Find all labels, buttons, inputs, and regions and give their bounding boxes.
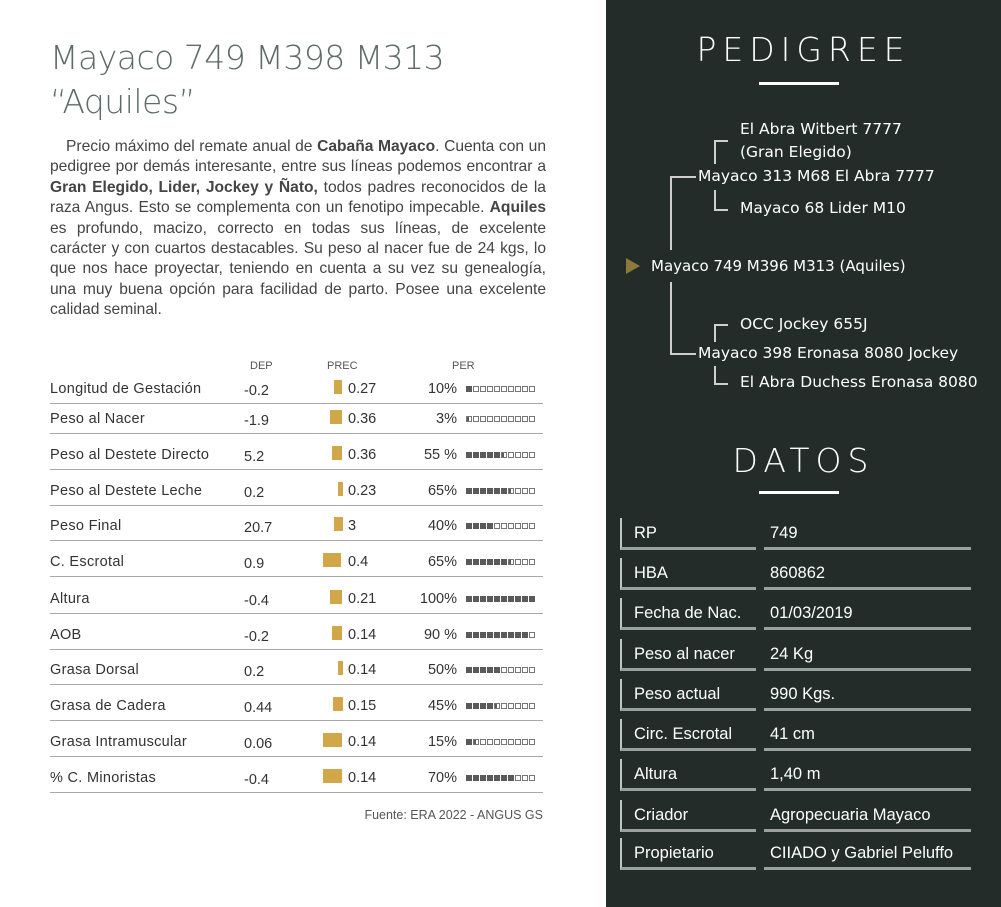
percentile-dot	[487, 632, 493, 638]
percentile-dot	[515, 632, 521, 638]
percentile-dot	[487, 559, 493, 565]
percentile-dot	[473, 667, 479, 673]
tree-line	[670, 282, 672, 354]
datos-value: CIIADO y Gabriel Peluffo	[764, 838, 971, 870]
percentile-dot	[487, 596, 493, 602]
percentile-dot	[529, 703, 535, 709]
pedigree-dam-sire: OCC Jockey 655J	[740, 315, 868, 333]
pedigree-sire-dam: Mayaco 68 Lider M10	[740, 199, 906, 217]
table-row	[50, 578, 543, 614]
table-row	[50, 685, 543, 721]
percentile-dot	[515, 416, 521, 422]
percentile-dot	[487, 703, 493, 709]
pedigree-dam-dam: El Abra Duchess Eronasa 8080	[740, 373, 978, 391]
percentile-indicator	[466, 667, 535, 674]
percentile-dot	[508, 632, 514, 638]
percentile-dot	[522, 739, 528, 745]
table-row	[50, 541, 543, 577]
dep-value: -0.2	[244, 383, 269, 399]
percentile-dot	[487, 416, 493, 422]
dep-value: 0.44	[244, 700, 273, 716]
percentile-dot	[522, 559, 528, 565]
datos-underline	[759, 491, 839, 494]
percentile-dot	[529, 488, 535, 494]
percentile-dot	[466, 386, 472, 392]
percentile-dot	[487, 488, 493, 494]
prec-bar	[338, 661, 343, 675]
percentile-indicator	[466, 559, 535, 566]
description-text: todos padres reconocidos de la raza Angus. Esto se complementa con un fenotipo impecable.	[50, 178, 546, 217]
trait-label: Peso Final	[50, 518, 122, 534]
percentile-dot	[473, 559, 479, 565]
percentile-dot	[494, 596, 500, 602]
dep-value: 20.7	[244, 520, 273, 536]
per-value: 15%	[427, 734, 457, 750]
trait-label: Grasa Dorsal	[50, 662, 140, 678]
percentile-dot	[473, 452, 479, 458]
datos-key: HBA	[620, 558, 756, 590]
prec-value: 0.14	[348, 662, 377, 678]
trait-label: Peso al Destete Leche	[50, 483, 203, 499]
tree-line	[670, 176, 672, 250]
percentile-dot	[501, 559, 507, 565]
percentile-dot	[487, 739, 493, 745]
description-text: Precio máximo del remate anual de	[66, 138, 318, 155]
percentile-dot	[522, 386, 528, 392]
percentile-dot	[501, 739, 507, 745]
tree-line	[714, 209, 728, 211]
datos-row	[620, 518, 971, 550]
prec-value: 0.21	[348, 591, 377, 607]
percentile-dot	[501, 632, 507, 638]
per-value: 3%	[436, 411, 457, 427]
percentile-dot	[522, 596, 528, 602]
percentile-dot	[494, 775, 500, 781]
table-row	[50, 505, 543, 541]
percentile-dot	[501, 523, 507, 529]
percentile-dot	[494, 488, 500, 494]
percentile-dot	[494, 703, 500, 709]
title-line-2: “Aquiles”	[50, 82, 196, 121]
percentile-dot	[501, 667, 507, 673]
table-row	[50, 721, 543, 757]
column-header-prec: PREC	[327, 360, 358, 372]
description-text: . Cuenta con un pedigree por demás interesante, entre sus líneas podemos encontrar a	[50, 138, 546, 176]
per-value: 70%	[427, 770, 457, 786]
percentile-dot	[480, 416, 486, 422]
percentile-dot	[522, 416, 528, 422]
percentile-dot	[515, 488, 521, 494]
percentile-dot	[487, 775, 493, 781]
prec-value: 0.23	[348, 483, 377, 499]
percentile-dot	[508, 523, 514, 529]
percentile-dot	[494, 416, 500, 422]
tree-line	[714, 383, 728, 385]
percentile-indicator	[466, 416, 535, 423]
pedigree-underline	[759, 82, 839, 85]
trait-label: AOB	[50, 627, 82, 643]
percentile-dot	[501, 386, 507, 392]
dep-value: -1.9	[244, 413, 269, 429]
percentile-dot	[494, 386, 500, 392]
percentile-dot	[529, 416, 535, 422]
description	[50, 137, 546, 321]
description-bold: Gran Elegido, Lider, Jockey y Ñato,	[50, 178, 318, 196]
percentile-dot	[529, 667, 535, 673]
datos-key: Criador	[620, 800, 756, 832]
percentile-indicator	[466, 596, 535, 603]
prec-value: 0.14	[348, 627, 377, 643]
percentile-dot	[473, 632, 479, 638]
percentile-dot	[515, 559, 521, 565]
percentile-dot	[515, 596, 521, 602]
table-row	[50, 434, 543, 470]
prec-value: 0.14	[348, 770, 377, 786]
percentile-dot	[508, 559, 514, 565]
source-note: Fuente: ERA 2022 - ANGUS GS	[364, 808, 543, 822]
percentile-dot	[508, 452, 514, 458]
datos-value: 24 Kg	[764, 639, 971, 671]
percentile-dot	[466, 775, 472, 781]
percentile-dot	[473, 596, 479, 602]
right-panel	[606, 0, 1001, 907]
per-value: 50%	[427, 662, 457, 678]
tree-line	[714, 324, 716, 342]
percentile-dot	[466, 559, 472, 565]
dep-value: 0.06	[244, 736, 273, 752]
prec-value: 0.27	[348, 381, 377, 397]
percentile-dot	[466, 416, 472, 422]
per-value: 65%	[427, 554, 457, 570]
percentile-dot	[480, 632, 486, 638]
pedigree-dam: Mayaco 398 Eronasa 8080 Jockey	[698, 344, 959, 362]
percentile-dot	[501, 703, 507, 709]
percentile-dot	[529, 739, 535, 745]
datos-row	[620, 598, 971, 630]
prec-bar	[323, 733, 342, 747]
description-text: es profundo, macizo, correcto en todas sus líneas, de excelente carácter y con cuartos destacables. Su peso al nacer fue de 24 kgs, lo que nos hace proyectar, teniendo en cuenta a su vez su genealogía, una muy buena opción para facilidad de parto. Posee una excelente calidad seminal.	[50, 219, 546, 319]
percentile-dot	[529, 452, 535, 458]
tree-line	[670, 353, 696, 355]
column-header-per: PER	[452, 360, 475, 372]
description-bold: Aquiles	[489, 199, 546, 217]
percentile-dot	[466, 632, 472, 638]
tree-line	[714, 140, 728, 142]
per-value: 100%	[419, 591, 457, 607]
trait-label: % C. Minoristas	[50, 770, 157, 786]
per-value: 40%	[427, 518, 457, 534]
percentile-dot	[487, 523, 493, 529]
percentile-dot	[529, 596, 535, 602]
prec-bar	[333, 697, 343, 711]
datos-value: 860862	[764, 558, 971, 590]
percentile-dot	[487, 386, 493, 392]
percentile-dot	[529, 632, 535, 638]
percentile-dot	[529, 523, 535, 529]
animal-title	[50, 36, 570, 124]
percentile-dot	[480, 596, 486, 602]
percentile-dot	[508, 416, 514, 422]
tree-line	[670, 176, 696, 178]
trait-label: C. Escrotal	[50, 554, 125, 570]
percentile-dot	[494, 667, 500, 673]
per-value: 90 %	[423, 627, 457, 643]
percentile-dot	[508, 739, 514, 745]
datos-heading: DATOS	[732, 441, 875, 480]
percentile-dot	[508, 488, 514, 494]
datos-key: Propietario	[620, 838, 756, 870]
trait-label: Peso al Destete Directo	[50, 447, 210, 463]
percentile-dot	[522, 488, 528, 494]
percentile-dot	[508, 596, 514, 602]
percentile-indicator	[466, 386, 535, 393]
datos-row	[620, 838, 971, 870]
percentile-dot	[473, 488, 479, 494]
percentile-dot	[522, 775, 528, 781]
datos-row	[620, 759, 971, 791]
tree-line	[714, 324, 728, 326]
percentile-indicator	[466, 775, 535, 782]
percentile-dot	[480, 488, 486, 494]
datos-row	[620, 719, 971, 751]
datos-row	[620, 679, 971, 711]
percentile-dot	[508, 775, 514, 781]
percentile-dot	[473, 739, 479, 745]
tree-line	[714, 366, 716, 384]
datos-row	[620, 558, 971, 590]
percentile-dot	[473, 775, 479, 781]
datos-key: Circ. Escrotal	[620, 719, 756, 751]
percentile-dot	[529, 775, 535, 781]
per-value: 45%	[427, 698, 457, 714]
datos-key: Altura	[620, 759, 756, 791]
percentile-dot	[466, 703, 472, 709]
prec-value: 0.14	[348, 734, 377, 750]
datos-key: RP	[620, 518, 756, 550]
percentile-dot	[480, 523, 486, 529]
trait-label: Grasa Intramuscular	[50, 734, 188, 750]
percentile-dot	[515, 703, 521, 709]
percentile-dot	[494, 523, 500, 529]
prec-bar	[334, 517, 343, 531]
percentile-dot	[494, 559, 500, 565]
percentile-dot	[480, 559, 486, 565]
datos-key: Peso actual	[620, 679, 756, 711]
prec-value: 0.15	[348, 698, 377, 714]
dep-value: 0.2	[244, 664, 265, 680]
datos-key: Fecha de Nac.	[620, 598, 756, 630]
table-row	[50, 614, 543, 650]
prec-bar	[332, 446, 342, 460]
percentile-dot	[522, 667, 528, 673]
dep-value: 0.9	[244, 556, 265, 572]
datos-value: 41 cm	[764, 719, 971, 751]
percentile-dot	[515, 775, 521, 781]
pedigree-sire: Mayaco 313 M68 El Abra 7777	[698, 167, 935, 185]
percentile-dot	[466, 667, 472, 673]
dep-value: -0.2	[244, 629, 269, 645]
datos-key: Peso al nacer	[620, 639, 756, 671]
pedigree-subject: Mayaco 749 M396 M313 (Aquiles)	[651, 257, 906, 275]
title-line-1: Mayaco 749 M398 M313	[50, 38, 445, 77]
percentile-dot	[515, 667, 521, 673]
trait-label: Grasa de Cadera	[50, 698, 166, 714]
datos-value: Agropecuaria Mayaco	[764, 800, 971, 832]
percentile-dot	[487, 667, 493, 673]
prec-value: 0.36	[348, 447, 377, 463]
percentile-dot	[522, 632, 528, 638]
prec-bar	[330, 590, 342, 604]
percentile-dot	[473, 416, 479, 422]
prec-value: 0.36	[348, 411, 377, 427]
trait-label: Altura	[50, 591, 90, 607]
percentile-dot	[480, 452, 486, 458]
percentile-dot	[522, 452, 528, 458]
datos-value: 749	[764, 518, 971, 550]
percentile-dot	[480, 703, 486, 709]
percentile-dot	[508, 386, 514, 392]
datos-value: 01/03/2019	[764, 598, 971, 630]
percentile-dot	[473, 703, 479, 709]
prec-bar	[323, 553, 341, 567]
percentile-indicator	[466, 632, 535, 639]
percentile-dot	[501, 488, 507, 494]
trait-label: Peso al Nacer	[50, 411, 145, 427]
per-value: 55 %	[423, 447, 457, 463]
percentile-dot	[480, 775, 486, 781]
datos-row	[620, 639, 971, 671]
pedigree-sire-sire: El Abra Witbert 7777	[740, 120, 902, 138]
percentile-dot	[473, 523, 479, 529]
percentile-dot	[473, 386, 479, 392]
percentile-dot	[466, 488, 472, 494]
pedigree-sire-sire-alias: (Gran Elegido)	[740, 143, 852, 161]
percentile-indicator	[466, 488, 535, 495]
description-bold: Cabaña Mayaco	[317, 138, 436, 155]
percentile-dot	[508, 667, 514, 673]
percentile-dot	[501, 416, 507, 422]
prec-bar	[332, 626, 342, 640]
prec-value: 0.4	[348, 554, 369, 570]
dep-value: -0.4	[244, 772, 269, 788]
percentile-dot	[508, 703, 514, 709]
percentile-dot	[494, 739, 500, 745]
percentile-dot	[480, 386, 486, 392]
percentile-dot	[515, 739, 521, 745]
percentile-dot	[487, 452, 493, 458]
pedigree-heading: PEDIGREE	[696, 30, 911, 69]
percentile-dot	[529, 386, 535, 392]
datos-value: 990 Kgs.	[764, 679, 971, 711]
dep-value: 5.2	[244, 449, 265, 465]
percentile-indicator	[466, 523, 535, 530]
per-value: 65%	[427, 483, 457, 499]
tree-line	[714, 140, 716, 164]
trait-label: Longitud de Gestación	[50, 381, 202, 397]
percentile-dot	[501, 775, 507, 781]
per-value: 10%	[427, 381, 457, 397]
prec-bar	[330, 410, 342, 424]
percentile-dot	[515, 452, 521, 458]
percentile-dot	[466, 523, 472, 529]
percentile-dot	[515, 386, 521, 392]
prec-value: 3	[348, 518, 357, 534]
percentile-dot	[480, 667, 486, 673]
percentile-dot	[515, 523, 521, 529]
tree-line	[714, 190, 716, 210]
percentile-dot	[529, 559, 535, 565]
table-row	[50, 757, 543, 793]
percentile-dot	[522, 703, 528, 709]
percentile-dot	[501, 452, 507, 458]
percentile-indicator	[466, 739, 535, 746]
column-header-dep: DEP	[250, 360, 273, 372]
percentile-dot	[494, 632, 500, 638]
arrow-right-icon	[626, 258, 640, 274]
percentile-indicator	[466, 703, 535, 710]
table-row	[50, 398, 543, 434]
datos-value: 1,40 m	[764, 759, 971, 791]
percentile-dot	[522, 523, 528, 529]
percentile-dot	[501, 596, 507, 602]
datos-row	[620, 800, 971, 832]
prec-bar	[334, 380, 342, 394]
percentile-dot	[480, 739, 486, 745]
prec-bar	[323, 769, 342, 783]
table-row	[50, 470, 543, 506]
percentile-dot	[466, 596, 472, 602]
percentile-indicator	[466, 452, 535, 459]
prec-bar	[338, 482, 343, 496]
dep-value: 0.2	[244, 485, 265, 501]
percentile-dot	[494, 452, 500, 458]
table-row	[50, 649, 543, 685]
percentile-dot	[466, 739, 472, 745]
percentile-dot	[466, 452, 472, 458]
dep-value: -0.4	[244, 593, 269, 609]
